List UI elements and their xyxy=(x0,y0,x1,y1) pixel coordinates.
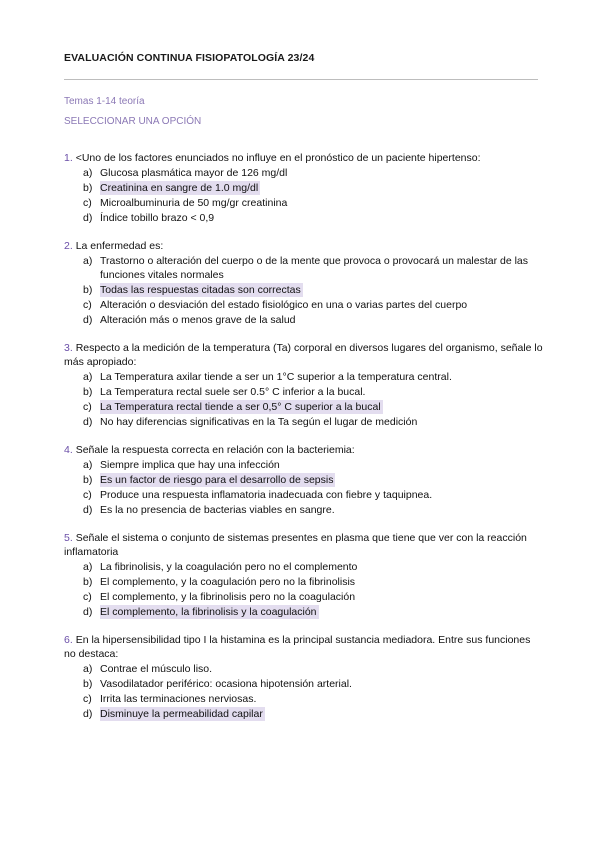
option-list xyxy=(64,458,544,517)
answer-option xyxy=(64,488,544,502)
question-number: 2. xyxy=(64,240,73,252)
option-letter: c) xyxy=(83,489,92,501)
option-letter: b) xyxy=(83,474,93,486)
question-statement: En la hipersensibilidad tipo I la histamina es la principal sustancia mediadora. Entre sus funciones no destaca: xyxy=(64,634,531,660)
answer-option-selected xyxy=(64,283,544,297)
question-6 xyxy=(64,633,544,721)
option-letter: c) xyxy=(83,693,92,705)
answer-option xyxy=(64,662,544,676)
answer-option xyxy=(64,415,544,429)
answer-option xyxy=(64,370,544,384)
option-list xyxy=(64,560,544,619)
answer-option xyxy=(64,298,544,312)
option-letter: c) xyxy=(83,299,92,311)
option-text: El complemento, y la fibrinolisis pero no la coagulación xyxy=(100,591,356,603)
question-text xyxy=(64,151,544,165)
option-text: El complemento, y la coagulación pero no la fibrinolisis xyxy=(100,576,356,588)
answer-option-selected xyxy=(64,707,544,721)
question-4 xyxy=(64,443,544,517)
option-letter: d) xyxy=(83,314,93,326)
instruction-subtitle: SELECCIONAR UNA OPCIÓN xyxy=(64,116,202,127)
option-text: Microalbuminuria de 50 mg/gr creatinina xyxy=(100,197,288,209)
option-letter: a) xyxy=(83,255,93,267)
option-letter: c) xyxy=(83,591,92,603)
option-text: La fibrinolisis, y la coagulación pero no el complemento xyxy=(100,561,358,573)
option-list xyxy=(64,370,544,429)
question-number: 3. xyxy=(64,342,73,354)
option-letter: d) xyxy=(83,416,93,428)
option-text: Es un factor de riesgo para el desarrollo de sepsis xyxy=(100,474,334,486)
answer-option xyxy=(64,211,544,225)
answer-option xyxy=(64,458,544,472)
question-2 xyxy=(64,239,544,327)
question-text xyxy=(64,239,544,253)
answer-option xyxy=(64,313,544,327)
option-text: Contrae el músculo liso. xyxy=(100,663,213,675)
question-text xyxy=(64,443,544,457)
question-statement: Respecto a la medición de la temperatura (Ta) corporal en diversos lugares del organismo, señale lo más apropiado: xyxy=(64,342,543,368)
option-letter: a) xyxy=(83,663,93,675)
answer-option xyxy=(64,166,544,180)
option-text: Disminuye la permeabilidad capilar xyxy=(100,708,263,720)
option-text: Creatinina en sangre de 1.0 mg/dl xyxy=(100,182,259,194)
question-list xyxy=(64,151,544,735)
answer-option xyxy=(64,560,544,574)
question-statement: La enfermedad es: xyxy=(75,240,164,252)
question-5 xyxy=(64,531,544,619)
option-letter: a) xyxy=(83,167,93,179)
option-letter: b) xyxy=(83,182,93,194)
option-text: Glucosa plasmática mayor de 126 mg/dl xyxy=(100,167,288,179)
option-letter: b) xyxy=(83,576,93,588)
question-statement: <Uno de los factores enunciados no influye en el pronóstico de un paciente hipertenso: xyxy=(75,152,481,164)
option-text: Todas las respuestas citadas son correctas xyxy=(100,284,301,296)
option-text: No hay diferencias significativas en la Ta según el lugar de medición xyxy=(100,416,418,428)
answer-option xyxy=(64,692,544,706)
question-text xyxy=(64,633,544,661)
option-letter: d) xyxy=(83,606,93,618)
option-letter: d) xyxy=(83,212,93,224)
option-text: Alteración o desviación del estado fisiológico en una o varias partes del cuerpo xyxy=(100,299,468,311)
answer-option xyxy=(64,385,544,399)
question-number: 1. xyxy=(64,152,73,164)
option-text: La Temperatura axilar tiende a ser un 1°C superior a la temperatura central. xyxy=(100,371,452,383)
option-letter: b) xyxy=(83,284,93,296)
question-statement: Señale la respuesta correcta en relación con la bacteriemia: xyxy=(75,444,355,456)
option-list xyxy=(64,254,544,327)
option-letter: a) xyxy=(83,459,93,471)
option-text: El complemento, la fibrinolisis y la coagulación xyxy=(100,606,317,618)
option-letter: b) xyxy=(83,386,93,398)
option-letter: d) xyxy=(83,708,93,720)
option-letter: d) xyxy=(83,504,93,516)
question-number: 6. xyxy=(64,634,73,646)
answer-option xyxy=(64,254,544,282)
question-statement: Señale el sistema o conjunto de sistemas presentes en plasma que tiene que ver con la reacción inflamatoria xyxy=(64,532,527,558)
option-text: Irrita las terminaciones nerviosas. xyxy=(100,693,257,705)
option-letter: c) xyxy=(83,197,92,209)
answer-option xyxy=(64,503,544,517)
option-text: La Temperatura rectal suele ser 0.5° C inferior a la bucal. xyxy=(100,386,366,398)
option-text: Siempre implica que hay una infección xyxy=(100,459,280,471)
option-text: Produce una respuesta inflamatoria inadecuada con fiebre y taquipnea. xyxy=(100,489,433,501)
question-1 xyxy=(64,151,544,225)
option-text: La Temperatura rectal tiende a ser 0,5° C superior a la bucal xyxy=(100,401,381,413)
answer-option xyxy=(64,677,544,691)
option-text: Alteración más o menos grave de la salud xyxy=(100,314,296,326)
option-letter: a) xyxy=(83,561,93,573)
option-letter: c) xyxy=(83,401,92,413)
question-number: 4. xyxy=(64,444,73,456)
option-text: Índice tobillo brazo < 0,9 xyxy=(100,212,215,224)
answer-option-selected xyxy=(64,473,544,487)
question-text xyxy=(64,531,544,559)
title-divider xyxy=(64,79,538,80)
option-text: Es la no presencia de bacterias viables en sangre. xyxy=(100,504,335,516)
option-list xyxy=(64,662,544,721)
question-3 xyxy=(64,341,544,429)
question-number: 5. xyxy=(64,532,73,544)
option-letter: b) xyxy=(83,678,93,690)
answer-option xyxy=(64,590,544,604)
answer-option-selected xyxy=(64,181,544,195)
option-text: Trastorno o alteración del cuerpo o de la mente que provoca o provocará un malestar de las funciones vitales normales xyxy=(100,255,529,281)
option-list xyxy=(64,166,544,225)
answer-option xyxy=(64,575,544,589)
question-text xyxy=(64,341,544,369)
document-title: EVALUACIÓN CONTINUA FISIOPATOLOGÍA 23/24 xyxy=(64,52,315,64)
option-letter: a) xyxy=(83,371,93,383)
answer-option-selected xyxy=(64,605,544,619)
answer-option-selected xyxy=(64,400,544,414)
topics-subtitle: Temas 1-14 teoría xyxy=(64,96,145,107)
option-text: Vasodilatador periférico: ocasiona hipotensión arterial. xyxy=(100,678,352,690)
answer-option xyxy=(64,196,544,210)
